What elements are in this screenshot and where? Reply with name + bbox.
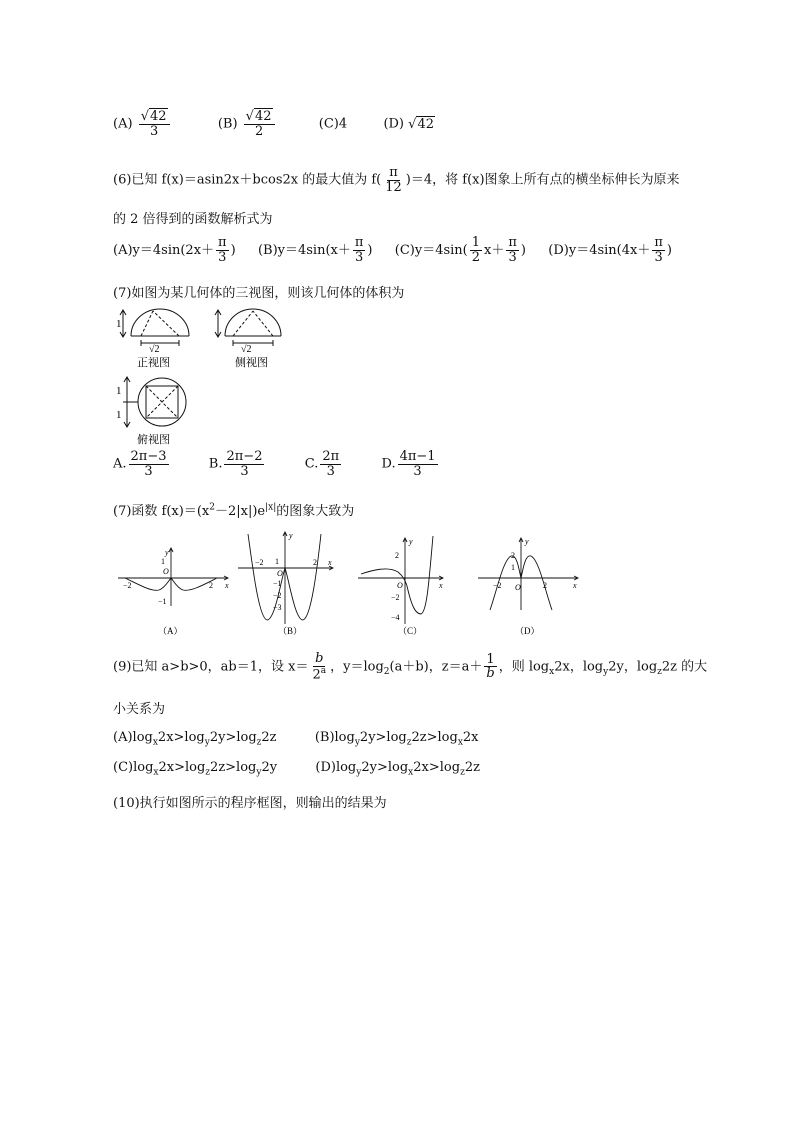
graph-c-label: （C） — [398, 626, 423, 636]
q7b-stem: (7)函数 $f(x)=(x^2-2|x|)e^{|x|}$的图象大致为 — [113, 502, 355, 519]
top-view — [123, 377, 186, 427]
q9-option-c: $(C)\log_x2x>\log_z2z>\log_y2y$ — [113, 760, 278, 778]
front-height-label: 1 — [116, 318, 122, 330]
graph-b — [238, 532, 333, 624]
graph-a-tick-2: 2 — [209, 581, 213, 590]
graph-c-tick-neg4: −4 — [391, 613, 400, 622]
top-height-label-2: 1 — [116, 409, 122, 421]
graph-d-label: （D） — [515, 626, 540, 636]
graph-d-tick-2y: 2 — [511, 551, 515, 560]
graph-a — [118, 548, 228, 606]
graph-a-tick-neg1: −1 — [158, 597, 167, 606]
q7a-stem: (7)如图为某几何体的三视图，则该几何体的体积为 — [113, 286, 405, 301]
front-width-label: √2 — [149, 344, 160, 355]
graph-c-origin: O — [397, 581, 403, 590]
graph-b-tick-neg1: −1 — [273, 579, 282, 588]
q5-option-c: (C)4 — [318, 116, 348, 132]
graph-b-tick-neg2y: −2 — [273, 591, 282, 600]
graph-c-tick-neg2: −2 — [391, 593, 400, 602]
graph-a-y-label: y — [165, 548, 169, 557]
graph-a-tick-1: 1 — [161, 557, 165, 566]
graph-c-y-label: y — [409, 537, 413, 546]
q5-option-a-label: (A) — [113, 116, 133, 132]
q5-option-b-fraction: $\frac{√42}{2}$ — [244, 110, 275, 138]
q5-option-a-fraction: $\frac{√42}{3}$ — [139, 110, 170, 138]
side-view-label: 侧视图 — [235, 357, 268, 369]
q6-line2: 的 2 倍得到的函数解析式为 — [113, 212, 273, 227]
q9-options-row1 — [113, 730, 479, 748]
top-view-label: 俯视图 — [137, 434, 170, 446]
graph-d-tick-1: 1 — [511, 563, 515, 572]
q9-x-frac: $\frac{b}{2^a}$ — [312, 651, 327, 682]
graph-a-label: （A） — [158, 626, 183, 636]
graph-c-tick-2: 2 — [395, 551, 399, 560]
q6-frac-pi-12: $\frac{\pi}{12}$ — [385, 165, 402, 195]
q9-option-a: $(A)\log_x2x>\log_y2y>\log_z2z$ — [113, 730, 277, 748]
q7a-options: A. $\frac{2\pi-3}{3}$ B. $\frac{2\pi-2}{3}$ C. $\frac{2\pi}{3}$ D. $\frac{4\pi-1}{3}$ — [113, 449, 436, 479]
q9-line1: (9)已知 a>b>0，ab＝1，设 x＝ $\frac{b}{2^a}$ ，$y=\log_2(a+b)$，z＝a＋ $\frac{1}{b}$ ，则 $\log_x2x$，$\log_y2y$，$\log_z2z$ 的大 — [113, 651, 708, 682]
q7a-option-a: $\frac{2\pi-3}{3}$ — [130, 449, 167, 479]
graph-d-tick-neg2: −2 — [493, 581, 502, 590]
q9-option-b: $(B)\log_y2y>\log_z2z>\log_x2x$ — [314, 730, 479, 748]
graph-b-x-label: x — [328, 558, 332, 567]
q9-options-row2 — [113, 760, 480, 778]
q9-line2: 小关系为 — [113, 702, 166, 717]
graph-c — [358, 536, 443, 624]
q7a-option-d: $\frac{4\pi-1}{3}$ — [399, 449, 436, 479]
q7a-option-b: $\frac{2\pi-2}{3}$ — [226, 449, 263, 479]
q6-option-c: (C)y＝4sin( $\frac{1}{2}$ x＋ $\frac{\pi}{3}$ ) — [394, 235, 526, 265]
graph-b-tick-1: 1 — [275, 557, 279, 566]
graph-a-x-label: x — [225, 581, 229, 590]
graph-d-origin: O — [515, 583, 521, 592]
q5-option-d-sqrt: √42 — [408, 116, 434, 132]
q9-option-d: $(D)\log_y2y>\log_x2x>\log_z2z$ — [315, 760, 480, 778]
q10-stem: (10)执行如图所示的程序框图，则输出的结果为 — [113, 796, 387, 811]
graph-a-origin: O — [163, 567, 169, 576]
side-width-label: √2 — [241, 344, 252, 355]
graph-d-y-label: y — [525, 537, 529, 546]
q9-z-frac: $\frac{1}{b}$ — [486, 651, 495, 682]
q6-option-a: (A)y＝4sin(2x＋ $\frac{\pi}{3}$ ) — [113, 235, 236, 265]
front-view-label: 正视图 — [137, 357, 170, 369]
graph-d — [478, 538, 578, 610]
graph-b-tick-2: 2 — [313, 558, 317, 567]
graph-b-tick-neg2: −2 — [255, 558, 264, 567]
side-view — [215, 309, 281, 346]
graph-b-y-label: y — [289, 531, 293, 540]
q6-line1: (6)已知 f(x)＝asin2x＋bcos2x 的最大值为 f( $\frac{\pi}{12}$ )＝4，将 f(x)图象上所有点的横坐标伸长为原来 — [113, 165, 680, 195]
graph-b-tick-neg3: −3 — [273, 603, 282, 612]
graph-a-tick-neg2: −2 — [123, 581, 132, 590]
q7a-option-c: $\frac{2\pi}{3}$ — [322, 449, 340, 479]
q6-options — [113, 236, 672, 264]
graph-d-x-label: x — [573, 581, 577, 590]
q6-option-d: (D)y＝4sin(4x＋ $\frac{\pi}{3}$ ) — [548, 235, 672, 265]
graph-d-tick-2: 2 — [543, 581, 547, 590]
top-height-label-1: 1 — [116, 385, 122, 397]
q6-option-b: (B)y＝4sin(x＋ $\frac{\pi}{3}$ ) — [257, 235, 373, 265]
graph-c-x-label: x — [439, 581, 443, 590]
q5-options — [113, 110, 435, 138]
graph-b-label: （B） — [278, 626, 303, 636]
graph-b-origin: O — [277, 569, 283, 578]
q5-option-d-label: (D) — [383, 116, 405, 132]
function-graphs — [113, 530, 593, 642]
three-view-figure — [113, 306, 293, 448]
front-view — [120, 309, 189, 346]
q5-option-b-label: (B) — [217, 116, 238, 132]
